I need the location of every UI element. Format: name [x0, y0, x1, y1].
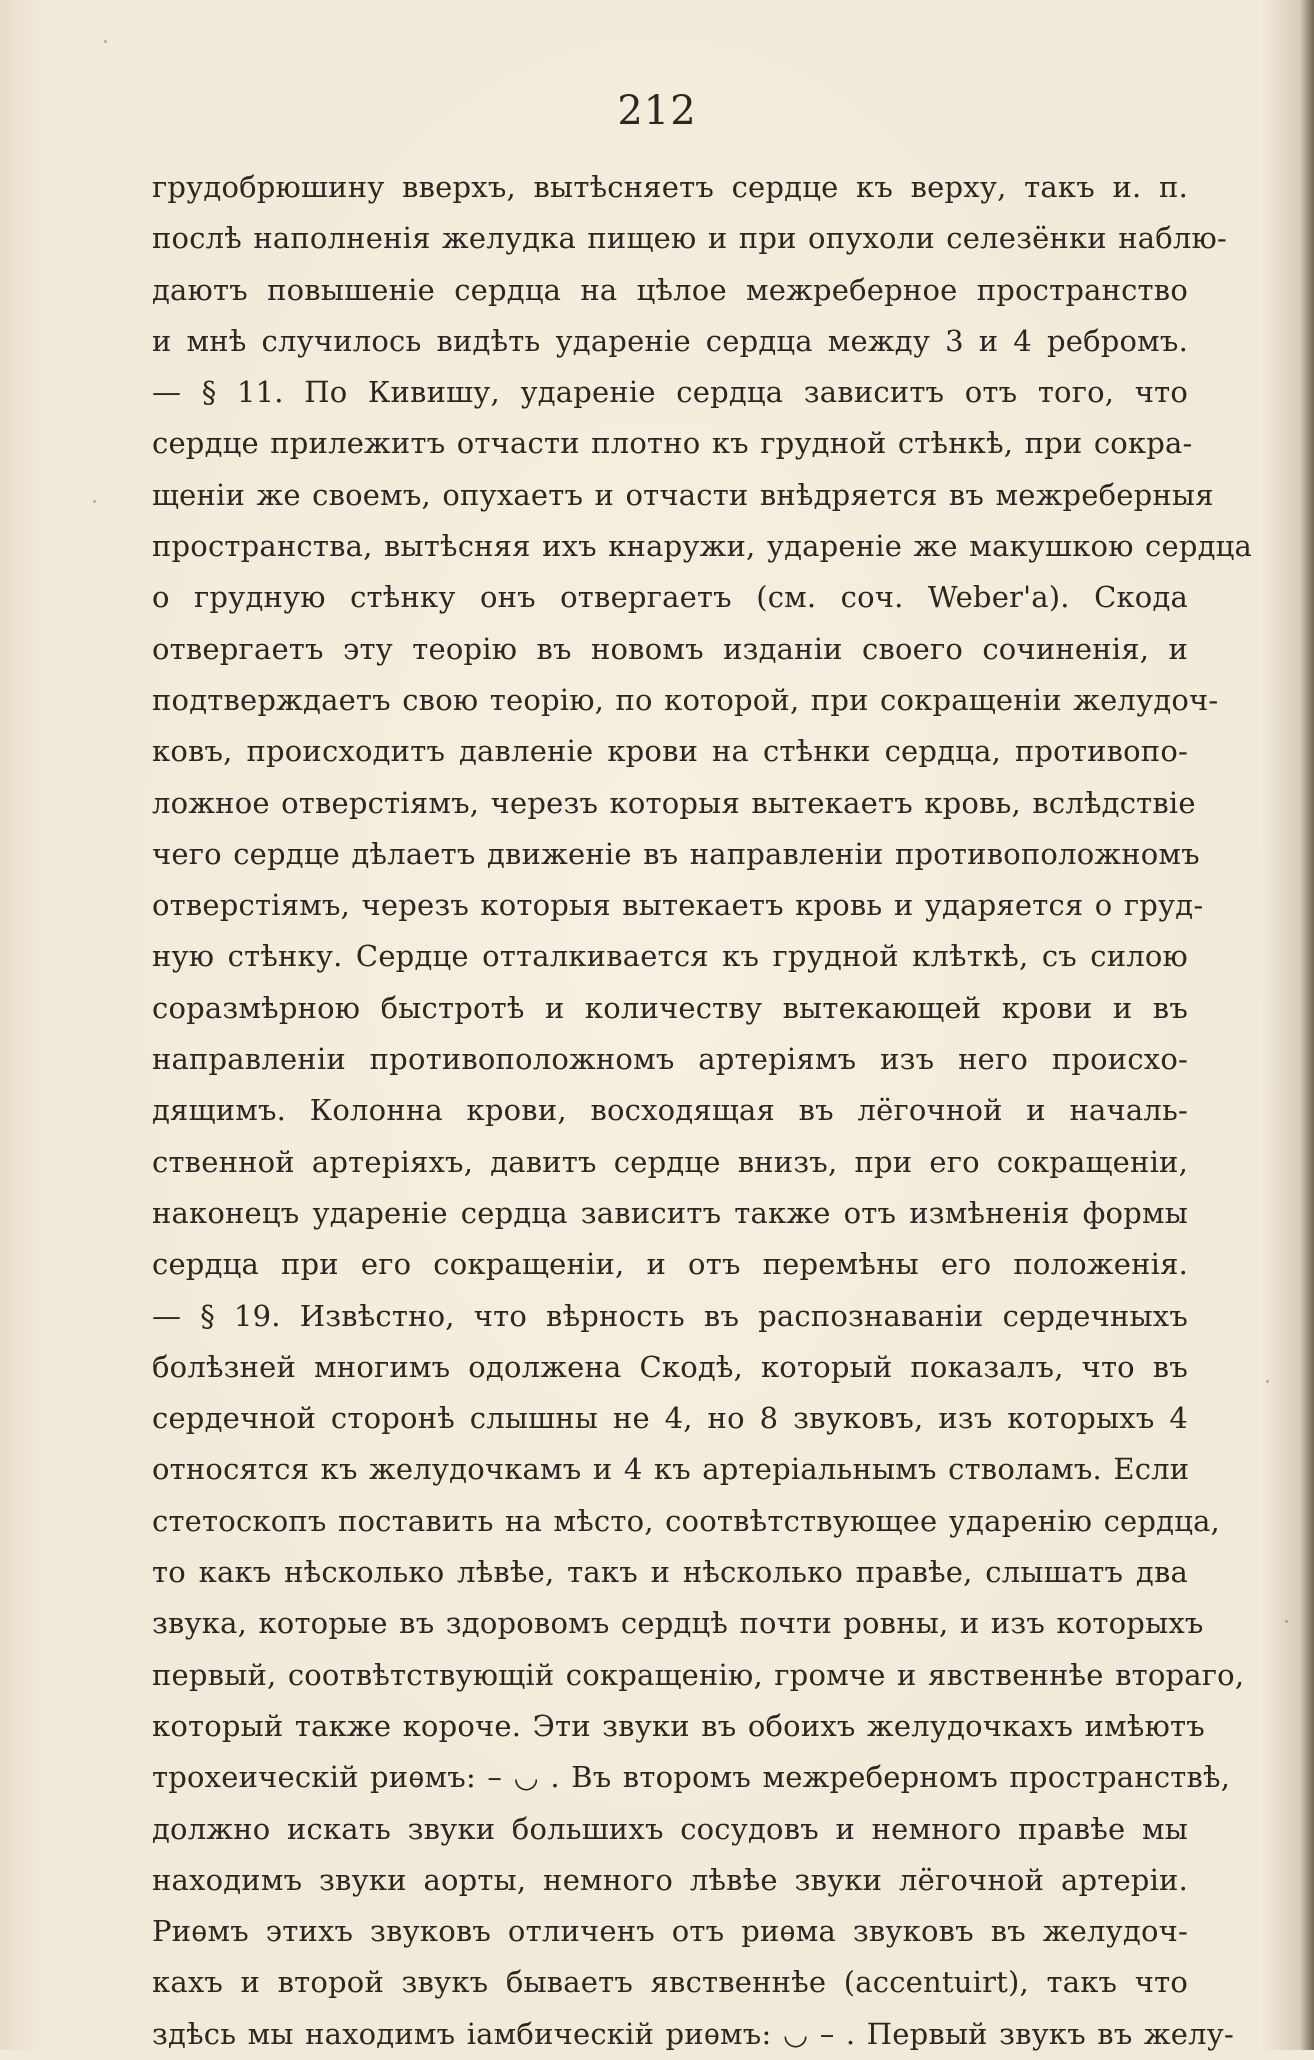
- text-line: болѣзней многимъ одолжена Скодѣ, который показалъ, что въ: [152, 1349, 1188, 1384]
- text-line: отвергаетъ эту теорію въ новомъ изданіи своего сочиненія, и: [152, 631, 1188, 666]
- text-line: Риѳмъ этихъ звуковъ отличенъ отъ риѳма звуковъ въ желудоч-: [152, 1914, 1188, 1949]
- text-line: и мнѣ случилось видѣть удареніе сердца между 3 и 4 ребромъ.: [152, 323, 1188, 358]
- paper-speck: [1266, 1380, 1269, 1383]
- text-line: должно искать звуки большихъ сосудовъ и немного правѣе мы: [152, 1811, 1188, 1846]
- text-line: наконецъ удареніе сердца зависитъ также отъ измѣненія формы: [152, 1195, 1188, 1230]
- text-line: чего сердце дѣлаетъ движеніе въ направленіи противоположномъ: [152, 836, 1200, 871]
- text-line: сердце прилежитъ отчасти плотно къ грудной стѣнкѣ, при сокра-: [152, 426, 1193, 461]
- text-line: пространства, вытѣсняя ихъ кнаружи, удареніе же макушкою сердца: [152, 529, 1253, 564]
- text-line: находимъ звуки аорты, немного лѣвѣе звуки лёгочной артеріи.: [152, 1862, 1188, 1897]
- paper-speck: [93, 500, 96, 503]
- text-line: первый, соотвѣтствующій сокращенію, громче и явственнѣе втораго,: [152, 1657, 1245, 1692]
- text-line: дящимъ. Колонна крови, восходящая въ лёгочной и началь-: [152, 1093, 1188, 1128]
- text-line: звука, которые въ здоровомъ сердцѣ почти ровны, и изъ которыхъ: [152, 1606, 1204, 1641]
- text-line: о грудную стѣнку онъ отвергаетъ (см. соч. Weber'a). Скода: [152, 580, 1188, 615]
- text-line: который также короче. Эти звуки въ обоихъ желудочкахъ имѣютъ: [152, 1708, 1205, 1743]
- text-line: соразмѣрною быстротѣ и количеству вытекающей крови и въ: [152, 990, 1188, 1025]
- text-line: грудобрюшину вверхъ, вытѣсняетъ сердце къ верху, такъ и. п.: [152, 170, 1188, 204]
- text-line: сердечной сторонѣ слышны не 4, но 8 звуковъ, изъ которыхъ 4: [152, 1401, 1188, 1436]
- text-line: относятся къ желудочкамъ и 4 къ артеріальнымъ стволамъ. Если: [152, 1452, 1190, 1487]
- text-line: — § 11. По Кивишу, удареніе сердца зависитъ отъ того, что: [152, 375, 1188, 410]
- text-line: ственной артеріяхъ, давитъ сердце внизъ, при его сокращеніи,: [152, 1144, 1188, 1179]
- text-line: послѣ наполненія желудка пищею и при опухоли селезёнки наблю-: [152, 221, 1227, 256]
- text-line: ложное отверстіямъ, черезъ которыя вытекаетъ кровь, вслѣдствіе: [152, 785, 1196, 820]
- text-line: ную стѣнку. Сердце отталкивается къ грудной клѣткѣ, съ силою: [152, 939, 1188, 974]
- text-line: трохеическій риѳмъ: – ◡ . Въ второмъ межреберномъ пространствѣ,: [152, 1760, 1231, 1795]
- page-edge-shadow: [1300, 0, 1314, 2050]
- paper-speck: [1285, 1620, 1288, 1623]
- text-line: сердца при его сокращеніи, и отъ перемѣны его положенія.: [152, 1247, 1188, 1282]
- text-line: ковъ, происходитъ давленіе крови на стѣнки сердца, противопо-: [152, 734, 1188, 769]
- text-line: даютъ повышеніе сердца на цѣлое межреберное пространство: [152, 272, 1188, 307]
- text-line: щеніи же своемъ, опухаетъ и отчасти внѣдряется въ межреберныя: [152, 477, 1214, 512]
- paper-speck: [104, 40, 107, 43]
- text-line: кахъ и второй звукъ бываетъ явственнѣе (accentuirt), такъ что: [152, 1965, 1188, 2000]
- text-line: подтверждаетъ свою теорію, по которой, при сокращеніи желудоч-: [152, 682, 1219, 717]
- text-line: — § 19. Извѣстно, что вѣрность въ распознаваніи сердечныхъ: [152, 1298, 1188, 1333]
- text-line: стетоскопъ поставить на мѣсто, соотвѣтствующее ударенію сердца,: [152, 1503, 1220, 1538]
- body-text: [152, 162, 1253, 2060]
- text-line: здѣсь мы находимъ іамбическій риѳмъ: ◡ – . Первый звукъ въ желу-: [152, 2016, 1235, 2051]
- page-number: 212: [617, 88, 697, 134]
- text-line: отверстіямъ, черезъ которыя вытекаетъ кровь и ударяется о груд-: [152, 888, 1204, 923]
- text-line: то какъ нѣсколько лѣвѣе, такъ и нѣсколько правѣе, слышатъ два: [152, 1555, 1188, 1590]
- text-line: направленіи противоположномъ артеріямъ изъ него происхо-: [152, 1042, 1188, 1077]
